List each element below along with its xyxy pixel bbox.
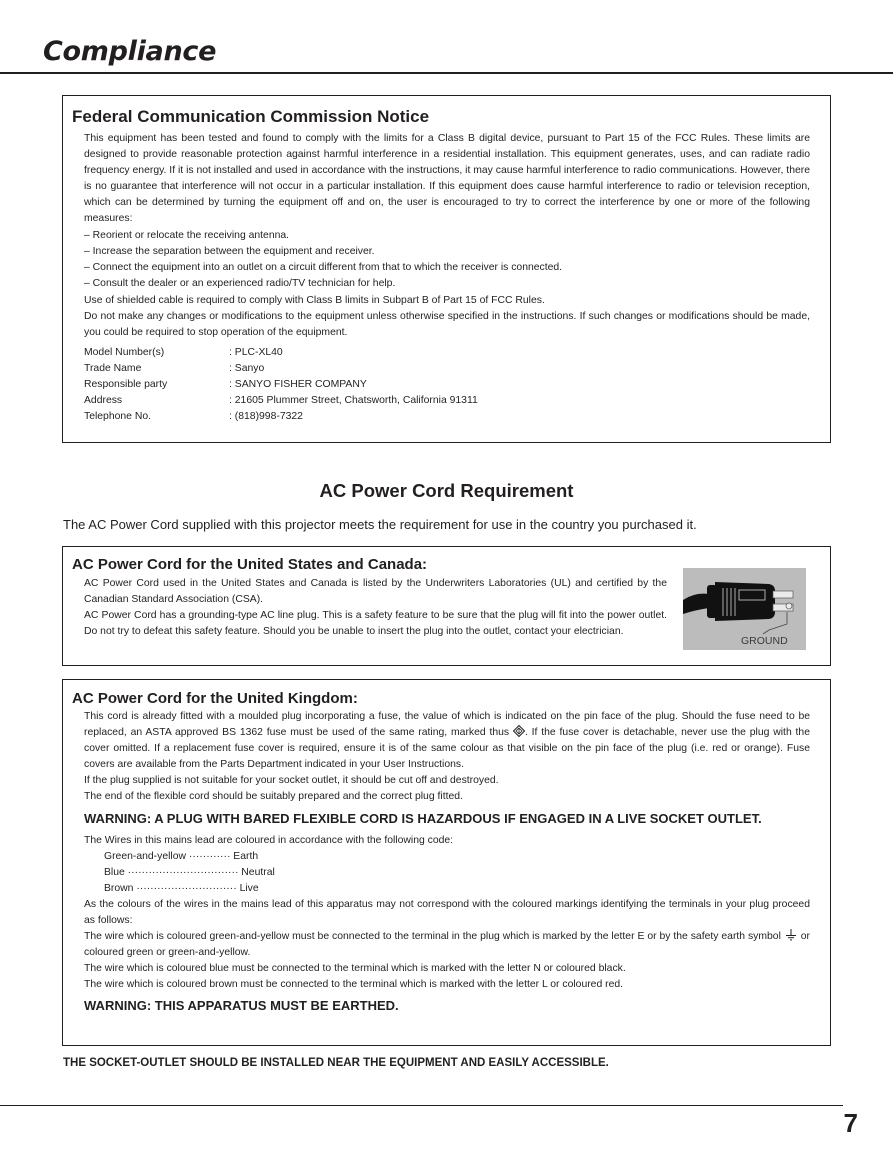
footer-rule bbox=[0, 1105, 843, 1106]
header-rule bbox=[0, 72, 893, 74]
fcc-shielded-cable-note: Use of shielded cable is required to comply with Class B limits in Subpart B of Part 15 of FCC Rules. bbox=[84, 295, 545, 306]
uk-paragraph: As the colours of the wires in the mains lead of this apparatus may not correspond with the coloured markings identifying the terminals in your plug proceed as follows: bbox=[84, 899, 810, 926]
fcc-notice-body bbox=[84, 131, 810, 425]
fcc-info-value: : (818)998-7322 bbox=[229, 411, 303, 422]
uk-wires-intro: The Wires in this mains lead are coloured in accordance with the following code: bbox=[84, 835, 454, 846]
fcc-info-row bbox=[84, 409, 810, 425]
uk-warning-earthed: WARNING: THIS APPARATUS MUST BE EARTHED. bbox=[84, 998, 399, 1013]
us-canada-body bbox=[84, 576, 667, 640]
uk-wire-code: Brown ····························· Live bbox=[104, 883, 259, 894]
fcc-notice-box bbox=[62, 95, 831, 443]
us-canada-paragraph: AC Power Cord used in the United States and Canada is listed by the Underwriters Laboratories (UL) and certified by the Canadian Standard Association (CSA). bbox=[84, 578, 667, 605]
uk-body bbox=[84, 709, 810, 1014]
fcc-info-value: : SANYO FISHER COMPANY bbox=[229, 379, 367, 390]
ac-section-title: AC Power Cord Requirement bbox=[319, 480, 574, 501]
socket-outlet-note: THE SOCKET-OUTLET SHOULD BE INSTALLED NEAR THE EQUIPMENT AND EASILY ACCESSIBLE. bbox=[63, 1057, 609, 1069]
asta-fuse-icon bbox=[513, 725, 525, 737]
uk-paragraph: If the plug supplied is not suitable for your socket outlet, it should be cut off and destroyed. bbox=[84, 775, 499, 786]
uk-paragraph: The wire which is coloured brown must be connected to the terminal which is marked with the letter L or coloured red. bbox=[84, 979, 624, 990]
uk-paragraph: The wire which is coloured blue must be connected to the terminal which is marked with the letter N or coloured black. bbox=[84, 963, 626, 974]
uk-fuse-text-part: This cord is already fitted with a moulded plug incorporating a fuse, the value of which is indicated on the pin face of the plug. Should the fuse need to be replaced, an ASTA approved BS 1362 fuse must be used of the same rating, marked thus bbox=[84, 711, 810, 738]
uk-earth-text-part: The wire which is coloured green-and-yellow must be connected to the terminal in the plug which is marked by the letter E or by the safety earth symbol bbox=[84, 931, 784, 942]
fcc-info-row bbox=[84, 345, 810, 361]
page-number: 7 bbox=[843, 1108, 858, 1138]
page-title: Compliance bbox=[43, 36, 217, 67]
fcc-info-row bbox=[84, 377, 810, 393]
fcc-intro-paragraph: This equipment has been tested and found to comply with the limits for a Class B digital device, pursuant to Part 15 of the FCC Rules. These limits are designed to provide reasonable protection against harmful interference in a residential installation. This equipment generates, uses, and can radiate radio frequency energy. If it is not installed and used in accordance with the instructions, it may cause harmful interference to radio communications. However, there is no guarantee that interference will not occur in a particular installation. If this equipment does cause harmful interference to radio or television reception, which can be determined by turning the equipment off and on, the user is encouraged to try to correct the interference by one or more of the following measures: bbox=[84, 133, 810, 224]
ac-intro-text: The AC Power Cord supplied with this projector meets the requirement for use in the country you purchased it. bbox=[63, 517, 697, 532]
fcc-info-row bbox=[84, 361, 810, 377]
uk-wire-code: Green-and-yellow ············ Earth bbox=[104, 851, 259, 862]
fcc-measure-item: – Connect the equipment into an outlet on a circuit different from that to which the receiver is connected. bbox=[84, 262, 563, 273]
fcc-info-label: Address bbox=[84, 395, 123, 406]
ac-section-header bbox=[62, 480, 831, 502]
fcc-info-value: : 21605 Plummer Street, Chatsworth, California 91311 bbox=[229, 395, 478, 406]
uk-title: AC Power Cord for the United Kingdom: bbox=[72, 690, 358, 707]
us-canada-paragraph: AC Power Cord has a grounding-type AC line plug. This is a safety feature to be sure that the plug will fit into the power outlet. Do not try to defeat this safety feature. Should you be unable to insert the plug into the outlet, contact your electrician. bbox=[84, 610, 667, 637]
uk-earth-text-part: or coloured green or green-and-yellow. bbox=[84, 931, 810, 958]
uk-earth-paragraph bbox=[84, 929, 810, 961]
ac-plug-image bbox=[683, 568, 806, 650]
uk-fuse-text-part: . If the fuse cover is detachable, never use the plug with the cover omitted. If a replacement fuse cover is required, ensure it is of the same colour as that visible on the pin face of the plug (i.e. red or orange). Fuse covers are available from the Parts Department indicated in your User Instructions. bbox=[84, 727, 810, 770]
fcc-info-label: Model Number(s) bbox=[84, 347, 165, 358]
us-canada-title: AC Power Cord for the United States and Canada: bbox=[72, 556, 428, 573]
ground-label: GROUND bbox=[741, 635, 788, 647]
fcc-info-value: : PLC-XL40 bbox=[229, 347, 283, 358]
fcc-info-value: : Sanyo bbox=[229, 363, 265, 374]
uk-fuse-paragraph bbox=[84, 709, 810, 773]
fcc-info-label: Responsible party bbox=[84, 379, 168, 390]
uk-wire-code: Blue ································ Neutral bbox=[104, 867, 275, 878]
fcc-info-row bbox=[84, 393, 810, 409]
fcc-info-table bbox=[84, 345, 810, 425]
fcc-info-label: Trade Name bbox=[84, 363, 142, 374]
fcc-notice-title: Federal Communication Commission Notice bbox=[72, 107, 430, 126]
uk-box bbox=[62, 679, 831, 1046]
us-canada-box bbox=[62, 546, 831, 666]
fcc-measure-item: – Increase the separation between the equipment and receiver. bbox=[84, 246, 375, 257]
uk-warning-bared-cord: WARNING: A PLUG WITH BARED FLEXIBLE CORD IS HAZARDOUS IF ENGAGED IN A LIVE SOCKET OUTLET. bbox=[84, 811, 762, 826]
earth-symbol-icon bbox=[784, 929, 798, 941]
fcc-changes-paragraph: Do not make any changes or modifications to the equipment unless otherwise specified in the instructions. If such changes or modifications should be made, you could be required to stop operation of the equipment. bbox=[84, 311, 810, 338]
fcc-measure-item: – Consult the dealer or an experienced radio/TV technician for help. bbox=[84, 278, 396, 289]
uk-paragraph: The end of the flexible cord should be suitably prepared and the correct plug fitted. bbox=[84, 791, 463, 802]
fcc-measure-item: – Reorient or relocate the receiving antenna. bbox=[84, 230, 290, 241]
fcc-info-label: Telephone No. bbox=[84, 411, 152, 422]
